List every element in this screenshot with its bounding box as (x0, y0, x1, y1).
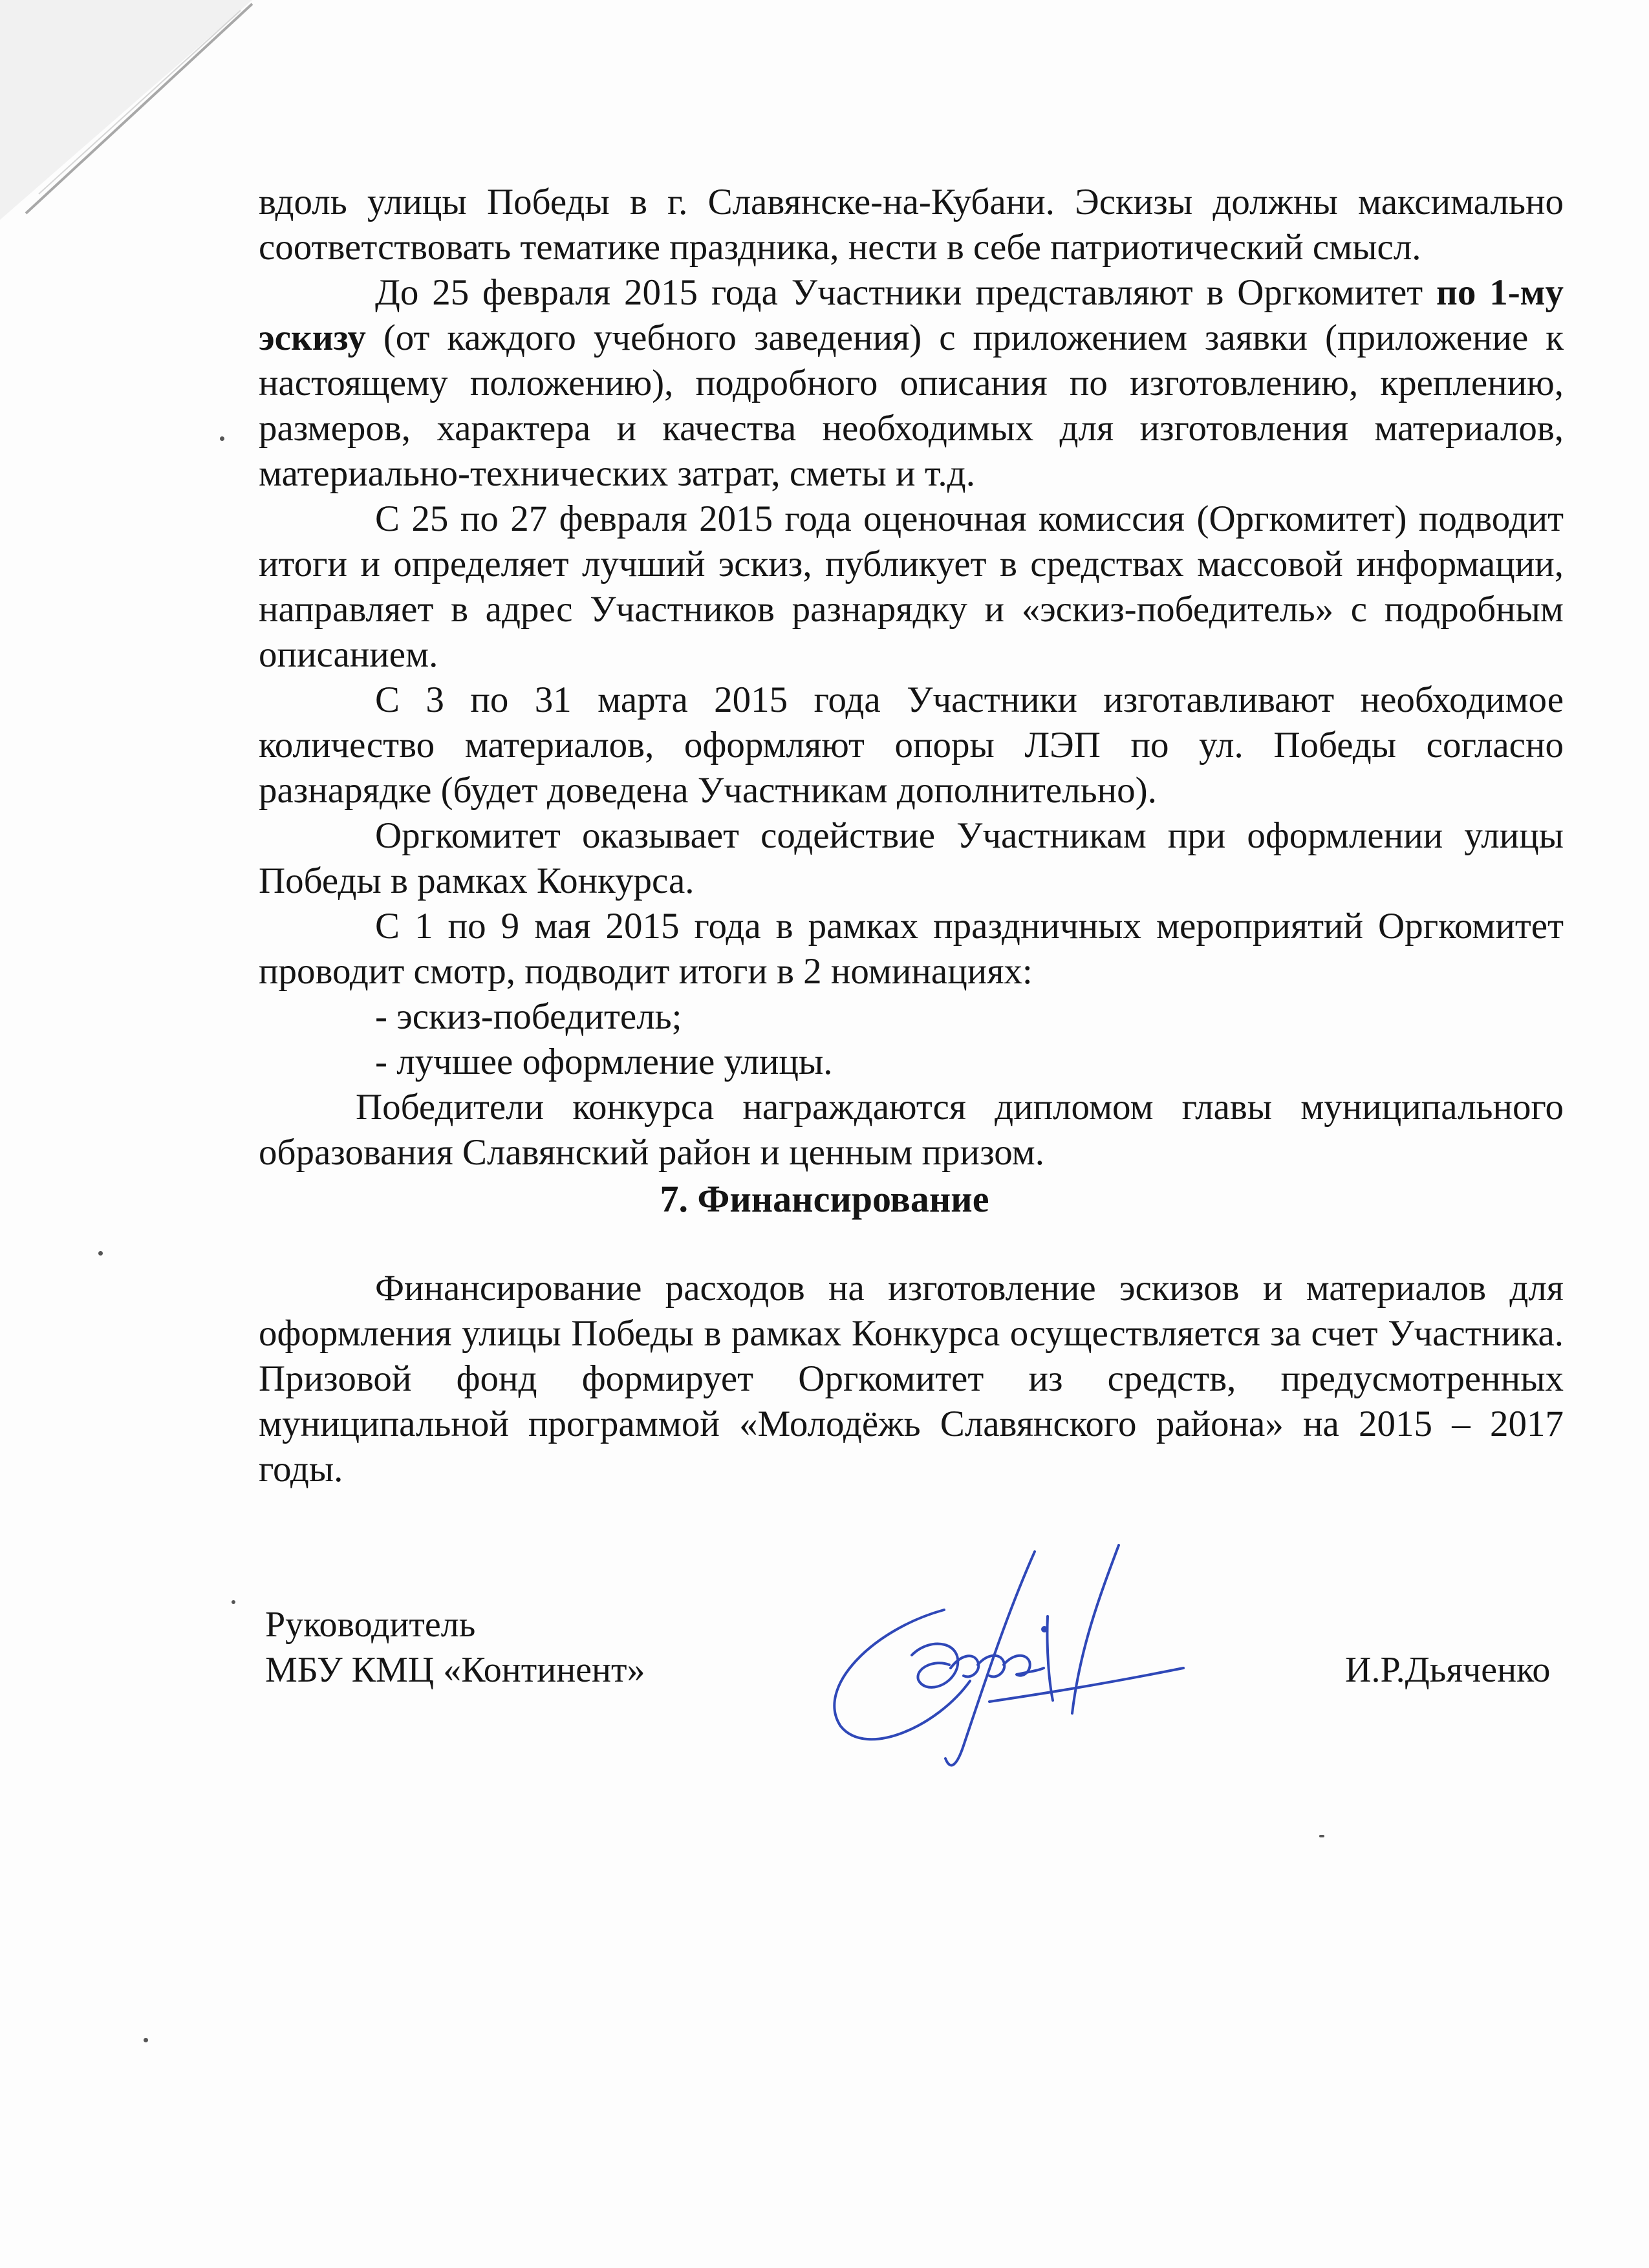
scan-speck (1319, 1835, 1324, 1837)
nomination-item: - лучшее оформление улицы. (375, 1042, 833, 1082)
p1-bold-emphasis: по 1-му эскизу (259, 272, 1564, 358)
p1-text-end: (от каждого учебного заведения) с приложением заявки (приложение к настоящему положению), подробного описания по изготовлению, креплению, размеров, характера и качества необходимых для изготовления материалов, материально-технических затрат, сметы и т.д. (259, 317, 1564, 494)
paragraph-assistance: Оргкомитет оказывает содействие Участникам при оформлении улицы Победы в рамках Конкурса. (259, 815, 1564, 901)
p1-text-start: До 25 февраля 2015 года Участники представляют в Оргкомитет (375, 272, 1437, 313)
paragraph-financing: Финансирование расходов на изготовление эскизов и материалов для оформления улицы Победы в рамках Конкурса осуществляется за счет Участника. Призовой фонд формирует Оргкомитет из средств, предусмотренных муниципальной программой «Молодёжь Славянского района» на 2015 – 2017 годы. (259, 1268, 1564, 1490)
scan-speck (98, 1251, 103, 1256)
scan-speck (144, 2038, 148, 2042)
paragraph-awards: Победители конкурса награждаются дипломом главы муниципального образования Славянский район и ценным призом. (259, 1087, 1564, 1173)
scan-speck (220, 436, 224, 441)
body-text-financing (259, 1266, 1564, 1492)
nomination-item: - эскиз-победитель; (375, 996, 682, 1037)
continuation-paragraph: вдоль улицы Победы в г. Славянске-на-Кубани. Эскизы должны максимально соответствовать тематике праздника, нести в себе патриотический смысл. (259, 182, 1564, 268)
paragraph-review: С 1 по 9 мая 2015 года в рамках праздничных мероприятий Оргкомитет проводит смотр, подводит итоги в 2 номинациях: (259, 906, 1564, 992)
section-heading: 7. Финансирование (660, 1178, 989, 1220)
paragraph-submission-deadline (259, 270, 1564, 497)
paragraph-evaluation: С 25 по 27 февраля 2015 года оценочная комиссия (Оргкомитет) подводит итоги и определяет лучший эскиз, публикует в средствах массовой информации, направляет в адрес Участников разнарядку и «эскиз-победитель» с подробным описанием. (259, 498, 1564, 675)
folded-corner-shadow (0, 0, 272, 233)
scan-speck (232, 1600, 235, 1604)
paragraph-production: С 3 по 31 марта 2015 года Участники изготавливают необходимое количество материалов, оформляют опоры ЛЭП по ул. Победы согласно разнарядке (будет доведена Участникам дополнительно). (259, 679, 1564, 811)
handwritten-signature (795, 1532, 1196, 1778)
signer-name: И.Р.Дьяченко (1345, 1650, 1551, 1690)
signer-title-line-2: МБУ КМЦ «Континент» (265, 1650, 645, 1690)
body-text-top (259, 180, 1564, 1175)
signer-title-line-1: Руководитель (265, 1605, 476, 1645)
